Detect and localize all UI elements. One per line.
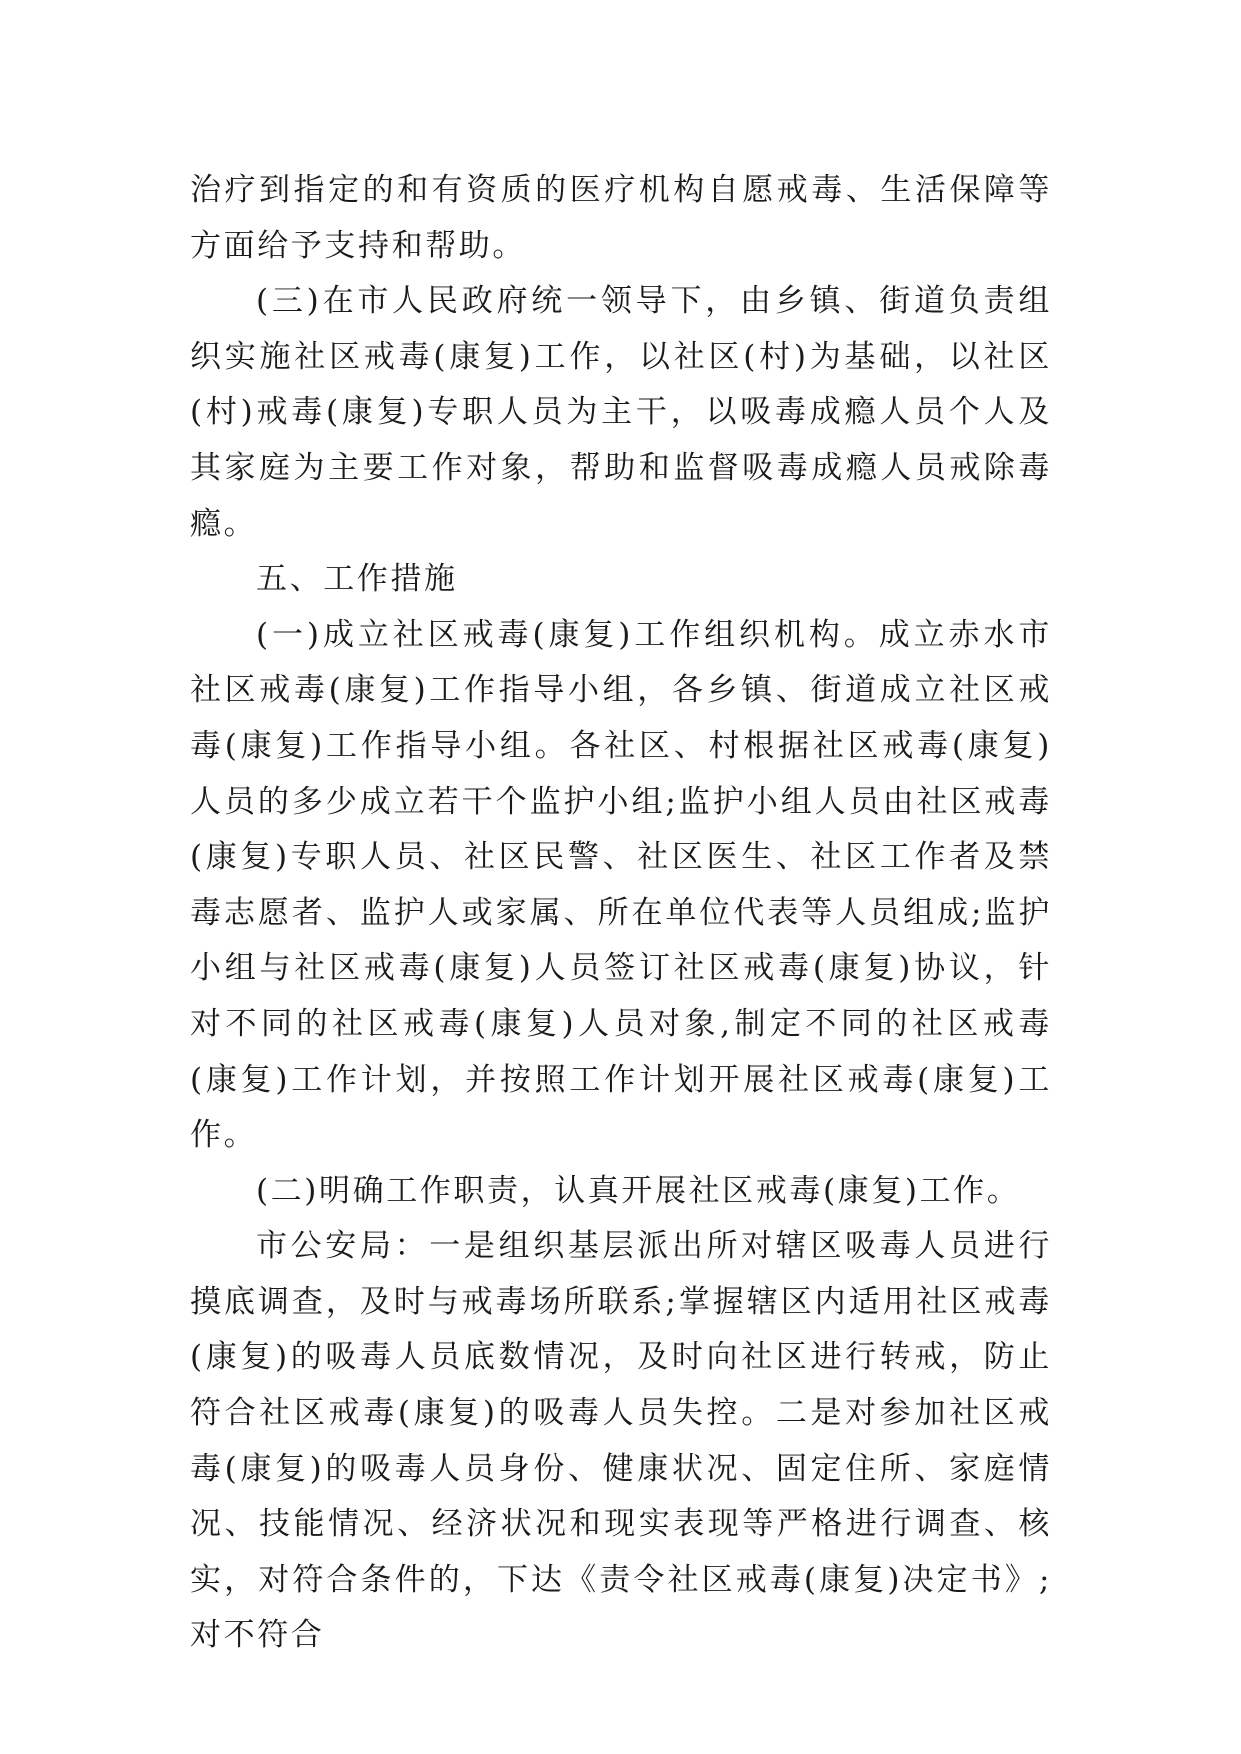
paragraph-5: (二)明确工作职责，认真开展社区戒毒(康复)工作。 bbox=[256, 1172, 1021, 1209]
paragraph-4: (一)成立社区戒毒(康复)工作组织机构。成立赤水市社区戒毒(康复)工作指导小组，各乡镇、街道成立社区戒毒(康复)工作指导小组。各社区、村根据社区戒毒(康复)人员的多少成立若干个监护小组;监护小组人员由社区戒毒(康复)专职人员、社区民警、社区医生、社区工作者及禁毒志愿者、监护人或家属、所在单位代表等人员组成;监护小组与社区戒毒(康复)人员签订社区戒毒(康复)协议，针对不同的社区戒毒(康复)人员对象,制定不同的社区戒毒(康复)工作计划，并按照工作计划开展社区戒毒(康复)工作。 bbox=[190, 616, 1052, 1154]
body-text bbox=[190, 163, 1052, 1664]
paragraph-6: 市公安局：一是组织基层派出所对辖区吸毒人员进行摸底调查，及时与戒毒场所联系;掌握辖区内适用社区戒毒(康复)的吸毒人员底数情况，及时向社区进行转戒，防止符合社区戒毒(康复)的吸毒人员失控。二是对参加社区戒毒(康复)的吸毒人员身份、健康状况、固定住所、家庭情况、技能情况、经济状况和现实表现等严格进行调查、核实，对符合条件的，下达《责令社区戒毒(康复)决定书》;对不符合 bbox=[190, 1228, 1052, 1654]
paragraph-1: 治疗到指定的和有资质的医疗机构自愿戒毒、生活保障等方面给予支持和帮助。 bbox=[190, 172, 1052, 264]
paragraph-2: (三)在市人民政府统一领导下，由乡镇、街道负责组织实施社区戒毒(康复)工作，以社区(村)为基础，以社区(村)戒毒(康复)专职人员为主干，以吸毒成瘾人员个人及其家庭为主要工作对象，帮助和监督吸毒成瘾人员戒除毒瘾。 bbox=[190, 283, 1052, 542]
section-heading-work-measures: 五、工作措施 bbox=[256, 561, 458, 598]
